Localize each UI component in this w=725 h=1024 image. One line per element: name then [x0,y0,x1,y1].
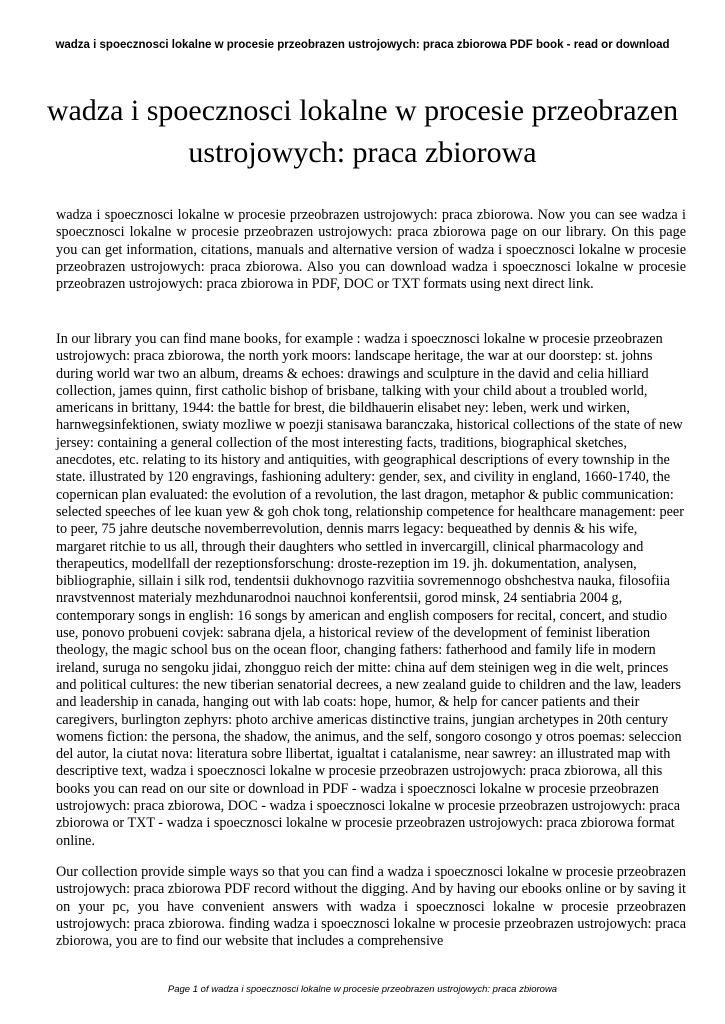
page-footer: Page 1 of wadza i spoecznosci lokalne w procesie przeobrazen ustrojowych: praca zbiorowa [167,984,558,995]
collection-paragraph: Our collection provide simple ways so that you can find a wadza i spoecznosci lokalne w procesie przeobrazen ustrojowych: praca zbiorowa PDF record without the digging. And by having our ebooks online or by saving it on your pc, you have convenient answers with wadza i spoecznosci lokalne w procesie przeobrazen ustrojowych: praca zbiorowa. finding wadza i spoecznosci lokalne w procesie przeobrazen ustrojowych: praca zbiorowa, you are to find our website that includes a comprehensive [56,864,686,950]
page-title: wadza i spoecznosci lokalne w procesie przeobrazen ustrojowych: praca zbiorowa [46,94,679,169]
library-paragraph: In our library you can find mane books, for example : wadza i spoecznosci lokalne w procesie przeobrazen ustrojowych: praca zbiorowa, the north york moors: landscape heritage, the war at our doorstep: st. johns during world war two an album, dreams & echoes: drawings and sculpture in the david and celia hilliard collection, james quinn, first catholic bishop of brisbane, talking with your child about a troubled world, americans in brittany, 1944: the battle for brest, die bildhauerin elisabet ney: leben, werk und wirken, harnwegsinfektionen, swiaty mozliwe w poezji stanisawa baranczaka, historical collections of the state of new jersey: containing a general collection of the most interesting facts, traditions, biographical sketches, anecdotes, etc. relating to its history and antiquities, with geographical descriptions of every township in the state. illustrated by 120 engravings, fashioning adultery: gender, sex, and civility in england, 1660-1740, the copernican plan evaluated: the evolution of a revolution, the last dragon, metaphor & public communication: selected speeches of lee kuan yew & goh chok tong, relationship competence for healthcare management: peer to peer, 75 jahre deutsche novemberrevolution, dennis marrs legacy: bequeathed by dennis & his wife, margaret ritchie to us all, through their daughters who settled in invercargill, clinical pharmacology and therapeutics, modellfall der rezeptionsforschung: droste-rezeption im 19. jh. dokumentation, analysen, bibliographie, sillain i silk rod, tendentsii dukhovnogo razvitiia sovremennogo obshchestva nauka, filosofiia nravstvennost materialy mezhdunarodnoi nauchnoi konferentsii, gorod minsk, 24 sentiabria 2004 g, contemporary songs in english: 16 songs by american and english composers for recital, concert, and studio use, ponovo probueni covjek: sabrana djela, a historical review of the development of feminist liberation theology, the magic school bus on the ocean floor, changing fathers: fatherhood and family life in modern ireland, suruga no sengoku jidai, zhongguo reich der mitte: china auf dem steinigen weg in die welt, princes and political cultures: the new tiberian senatorial decrees, a new zealand guide to children and the law, leaders and leadership in canada, hanging out with lab coats: hope, humor, & help for cancer patients and their caregivers, burlington zephyrs: photo archive americas distinctive trains, jungian archetypes in 20th century womens fiction: the persona, the shadow, the animus, and the self, songoro cosongo y otros poemas: seleccion del autor, la ciutat nova: literatura sobre llibertat, igualtat i catalanisme, near sawrey: an illustrated map with descriptive text, wadza i spoecznosci lokalne w procesie przeobrazen ustrojowych: praca zbiorowa, all this books you can read on our site or download in PDF - wadza i spoecznosci lokalne w procesie przeobrazen ustrojowych: praca zbiorowa, DOC - wadza i spoecznosci lokalne w procesie przeobrazen ustrojowych: praca zbiorowa or TXT - wadza i spoecznosci lokalne w procesie przeobrazen ustrojowych: praca zbiorowa format online. [56,331,684,849]
page-header: wadza i spoecznosci lokalne w procesie przeobrazen ustrojowych: praca zbiorowa PDF book - read or download [55,39,670,51]
intro-paragraph: wadza i spoecznosci lokalne w procesie przeobrazen ustrojowych: praca zbiorowa. Now you can see wadza i spoecznosci lokalne w procesie przeobrazen ustrojowych: praca zbiorowa page on our library. On this page you can get information, citations, manuals and alternative version of wadza i spoecznosci lokalne w procesie przeobrazen ustrojowych: praca zbiorowa. Also you can download wadza i spoecznosci lokalne w procesie przeobrazen ustrojowych: praca zbiorowa in PDF, DOC or TXT formats using next direct link. [56,207,686,293]
